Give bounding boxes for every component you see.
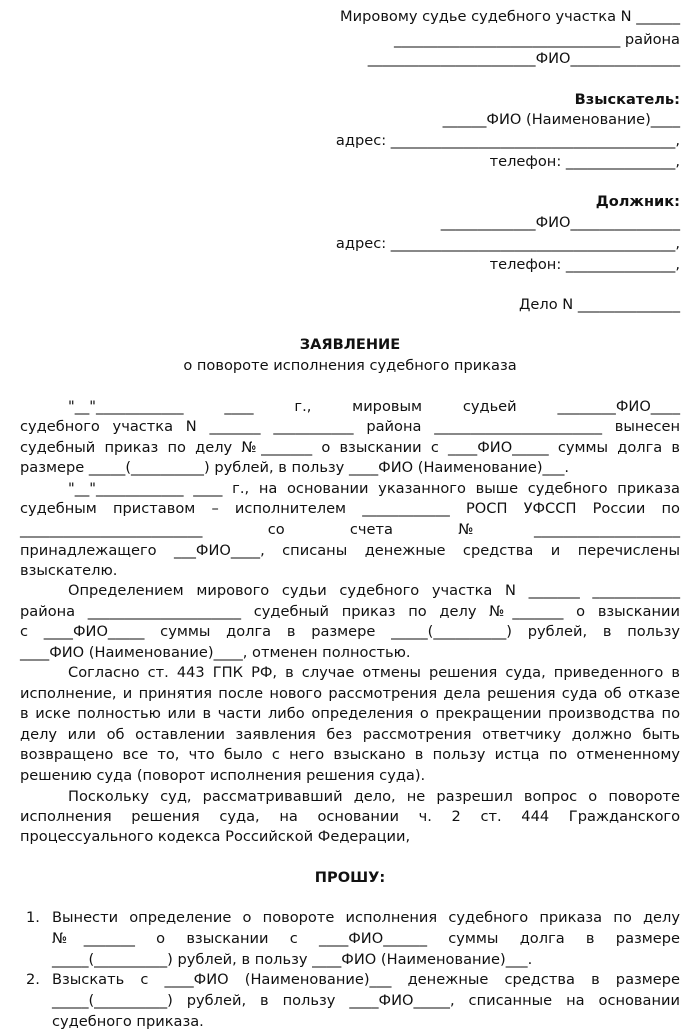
request-item-line: Взыскать с ____ФИО (Наименование)___ денежные средства в размере bbox=[52, 971, 680, 988]
body-line: решению суда (поворот исполнения решения суда). bbox=[20, 767, 426, 784]
body-line: исполнения решения суда, на основании ч. 2 ст. 444 Гражданского bbox=[20, 808, 680, 825]
body-line: размере _____(__________) рублей, в пользу ____ФИО (Наименование)___. bbox=[20, 459, 570, 476]
body-line: Согласно ст. 443 ГПК РФ, в случае отмены решения суда, приведенного в bbox=[68, 664, 680, 681]
body-line: Поскольку суд, рассматривавший дело, не разрешил вопрос о повороте bbox=[68, 788, 680, 805]
claimant-phone: телефон: _______________, bbox=[489, 153, 680, 170]
debtor-title: Должник: bbox=[595, 193, 680, 210]
debtor-address: адрес: _______________________________________, bbox=[335, 235, 680, 252]
body-line: Определением мирового судьи судебного участка N _______ ____________ bbox=[68, 582, 680, 599]
body-line: возвращено все то, что было с него взыскано в пользу истца по отмененному bbox=[20, 746, 680, 763]
statement-title: ЗАЯВЛЕНИЕ bbox=[299, 336, 401, 353]
addressee-line: Мировому судье судебного участка N ______ bbox=[340, 8, 680, 25]
body-line: принадлежащего ___ФИО____, списаны денежные средства и перечислены bbox=[20, 542, 680, 559]
request-title: ПРОШУ: bbox=[314, 869, 386, 886]
body-line: судебным приставом – исполнителем ____________ РОСП УФССП России по bbox=[20, 500, 680, 517]
statement-subtitle: о повороте исполнения судебного приказа bbox=[183, 357, 517, 374]
body-line: ____ФИО (Наименование)____, отменен полностью. bbox=[20, 644, 411, 661]
body-line: _________________________ со счета №____________________ bbox=[20, 521, 680, 538]
request-item-line: судебного приказа. bbox=[52, 1013, 204, 1030]
request-item-line: Вынести определение о повороте исполнения судебного приказа по делу bbox=[52, 909, 680, 926]
request-item-number: 1. bbox=[26, 909, 40, 926]
body-line: взыскателю. bbox=[20, 562, 118, 579]
body-line: с ____ФИО_____ суммы долга в размере _____(__________) рублей, в пользу bbox=[20, 623, 680, 640]
body-line: "__"____________ ____ г., на основании указанного выше судебного приказа bbox=[68, 480, 680, 497]
body-line: процессуального кодекса Российской Федерации, bbox=[20, 828, 411, 845]
body-line: судебного участка N _______ ___________ района _______________________ вынесен bbox=[20, 418, 680, 435]
body-line: исполнение, и принятия после нового рассмотрения дела решения суда об отказе bbox=[20, 685, 680, 702]
body-line: судебный приказ по делу №_______ о взыскании с ____ФИО_____ суммы долга в bbox=[20, 439, 680, 456]
body-line: "__"____________ ____ г., мировым судьей ________ФИО____ bbox=[68, 398, 680, 415]
debtor-phone: телефон: _______________, bbox=[489, 256, 680, 273]
body-line: района _____________________ судебный приказ по делу №_______ о взыскании bbox=[20, 603, 680, 620]
case-number: Дело N ______________ bbox=[519, 296, 680, 313]
request-item-line: _____(__________) рублей, в пользу ____ФИО (Наименование)___. bbox=[52, 951, 533, 968]
request-item-number: 2. bbox=[26, 971, 40, 988]
debtor-name: _____________ФИО_______________ bbox=[440, 214, 680, 231]
body-line: в иске полностью или в части либо определения о прекращении производства по bbox=[20, 705, 680, 722]
request-item bbox=[20, 907, 680, 970]
body-line: делу или об оставлении заявления без рассмотрения ответчику должно быть bbox=[20, 726, 680, 743]
request-item bbox=[20, 969, 680, 1032]
claimant-name: ______ФИО (Наименование)____ bbox=[442, 111, 680, 128]
claimant-title: Взыскатель: bbox=[574, 91, 680, 108]
request-item-line: _____(__________) рублей, в пользу ____ФИО_____, списанные на основании bbox=[52, 992, 680, 1009]
claimant-address: адрес: _______________________________________, bbox=[335, 132, 680, 149]
district-line: _______________________________ района bbox=[394, 31, 680, 48]
judge-name-line: _______________________ФИО_______________ bbox=[367, 50, 680, 67]
request-item-line: №_______ о взыскании с ____ФИО______ суммы долга в размере bbox=[52, 930, 680, 947]
